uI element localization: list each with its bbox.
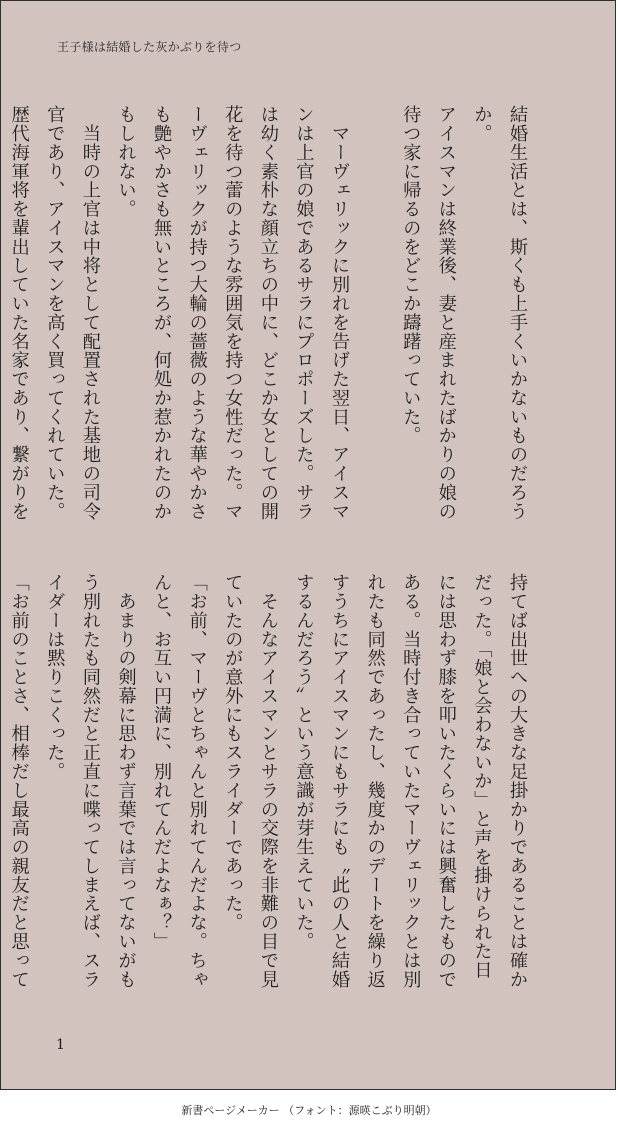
text-column-bottom: 持てば出世への大きな足掛かりであることは確かだった。「娘と会わないか」と声を掛けられた日には思わず膝を叩いたくらいには興奮したものである。当時付き合っていたマーヴェリックとは別れたも同然であったし、幾度かのデートを繰り返すうちにアイスマンにもサラにも〝此の人と結婚するんだろう〟という意識が芽生えていた。 そんなアイスマンとサラの交際を非難の目で見ていたのが意外にもスライダーであった。 「お前、マーヴとちゃんと別れてんだよな。ちゃんと、お互い円満に、別れてんだよなぁ？」 あまりの剣幕に思わず言葉では言ってないがもう別れたも同然だと正直に喋ってしまえば、スライダーは黙りこくった。 「お前のことさ、相棒だし最高の親友だと思って — [8, 573, 528, 989]
footer-credit: 新書ページメーカー （フォント：源暎こぶり明朝） — [181, 1104, 437, 1117]
running-head: 王子様は結婚した灰かぶりを待つ — [57, 40, 242, 54]
page-number: 1 — [56, 1037, 65, 1053]
text-column-top: 結婚生活とは、斯くも上手くいかないものだろうか。 アイスマンは終業後、妻と産まれたばかりの娘の待つ家に帰るのをどこか躊躇っていた。 マーヴェリックに別れを告げた翌日、アイスマンは上官の娘であるサラにプロポーズした。サラは幼く素朴な顔立ちの中に、どこか女としての開花を待つ蕾のような雰囲気を持つ女性だった。マーヴェリックが持つ大輪の薔薇のような華やかさも艶やかさも無いところが、何処か惹かれたのかもしれない。 当時の上官は中将として配置された基地の司令官であり、アイスマンを高く買ってくれていた。歴代海軍将を輩出していた名家であり、繋がりを — [8, 105, 528, 521]
